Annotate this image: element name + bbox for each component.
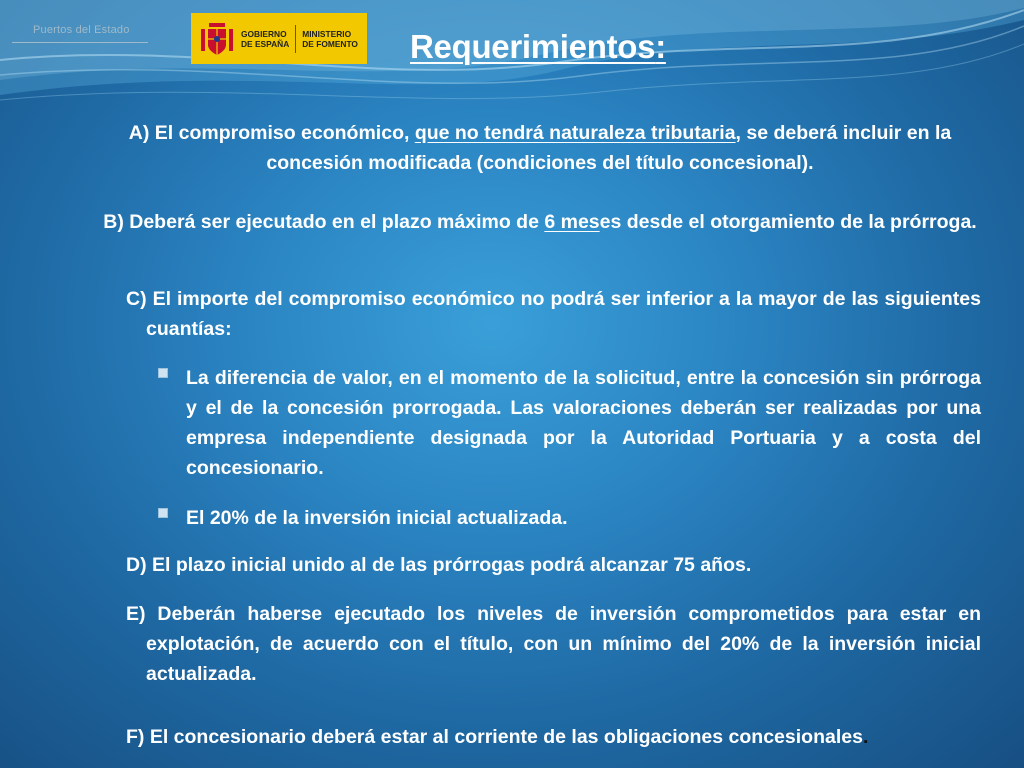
item-b-text-1: B) Deberá ser ejecutado en el plazo máximo de	[103, 211, 545, 233]
puertos-del-estado-logo: Puertos del Estado	[33, 24, 130, 36]
gobierno-logo	[191, 13, 367, 64]
gov-line-2: DE ESPAÑA	[241, 38, 290, 49]
item-c: C) El importe del compromiso económico no podrá ser inferior a la mayor de las siguientes cuantías:	[126, 288, 981, 340]
ministerio-text	[302, 29, 358, 49]
item-c-bullet-2: El 20% de la inversión inicial actualizada.	[186, 507, 568, 529]
item-b-text-2: es desde el otorgamiento de la prórroga.	[599, 211, 977, 233]
item-f-text: F) El concesionario deberá estar al corriente de las obligaciones concesionales	[126, 726, 863, 748]
item-e: E) Deberán haberse ejecutado los niveles de inversión comprometidos para estar en explotación, de acuerdo con el título, con un mínimo del 20% de la inversión inicial actualizada.	[126, 603, 981, 685]
item-b	[100, 207, 980, 237]
coat-of-arms-icon	[199, 19, 235, 59]
logo-separator	[295, 25, 296, 53]
title-text: Requerimientos	[410, 28, 656, 65]
title-colon: :	[655, 28, 666, 65]
item-f	[126, 722, 981, 752]
item-a-text-2: , se deberá incluir en la concesión modificada (condiciones del título concesional).	[266, 122, 952, 174]
gov-line-4: DE FOMENTO	[302, 38, 358, 49]
slide-title	[410, 28, 666, 66]
bullet-icon	[158, 508, 168, 518]
item-a-text-1: A) El compromiso económico,	[128, 122, 415, 144]
item-b-underlined: 6 mes	[544, 211, 600, 233]
bullet-icon	[158, 368, 168, 378]
item-a	[100, 118, 980, 178]
item-d: D) El plazo inicial unido al de las prórrogas podrá alcanzar 75 años.	[126, 554, 752, 576]
item-a-underlined: que no tendrá naturaleza tributaria	[414, 122, 736, 144]
gov-line-1: GOBIERNO	[241, 28, 287, 39]
gobierno-text	[241, 29, 289, 49]
gov-line-3: MINISTERIO	[302, 28, 352, 39]
item-f-period: .	[862, 726, 869, 748]
logo-underline	[12, 42, 148, 43]
item-c-bullet-1: La diferencia de valor, en el momento de la solicitud, entre la concesión sin prórroga y el de la concesión prorrogada. Las valoraciones deberán ser realizadas por una empresa independiente designada por la Autoridad Portuaria y a costa del concesionario.	[186, 367, 981, 479]
